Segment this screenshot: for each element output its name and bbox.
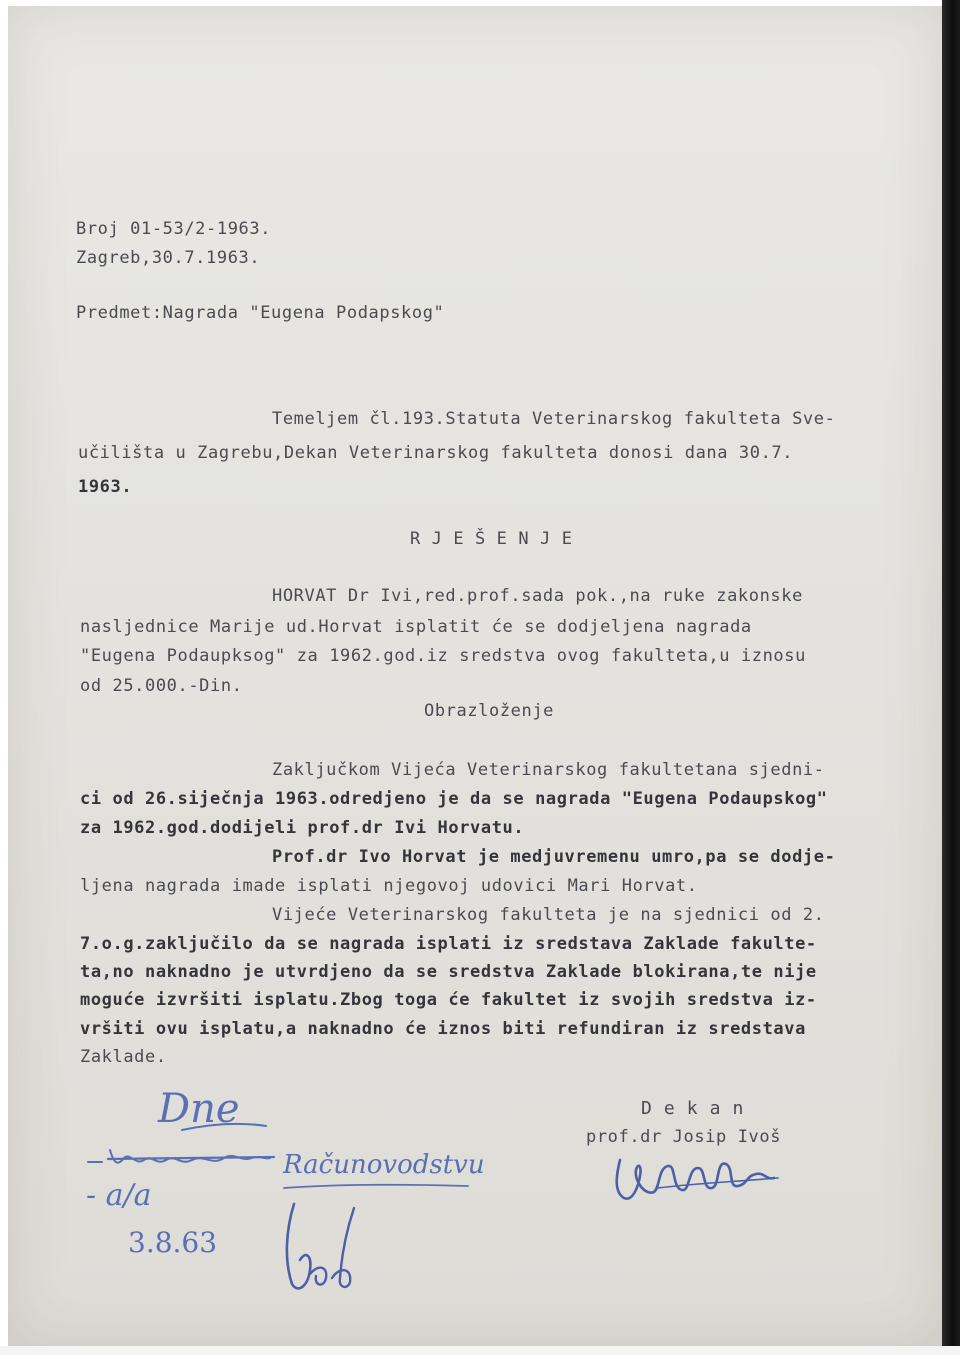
second-signature: [270, 1190, 380, 1300]
subject-line: Predmet:Nagrada "Eugena Podapskog": [76, 303, 445, 323]
explanation-line-3: za 1962.god.dodijeli prof.dr Ivi Horvatu.: [80, 818, 525, 838]
dean-signature: [598, 1148, 798, 1218]
dean-role: D e k a n: [641, 1098, 744, 1119]
dean-name: prof.dr Josip Ivoš: [586, 1127, 782, 1147]
intro-line-3: 1963.: [78, 477, 133, 497]
explanation-line-9: moguće izvršiti isplatu.Zbog toga će fakultet iz svojih sredstva iz-: [80, 990, 817, 1010]
explanation-title: Obrazloženje: [424, 701, 555, 721]
scan-bottom-edge: [0, 1346, 960, 1355]
explanation-line-8: ta,no naknadno je utvrdjeno da se sredstva Zaklade blokirana,te nije: [80, 962, 817, 982]
intro-line-1: Temeljem čl.193.Statuta Veterinarskog fakulteta Sve-: [272, 409, 836, 429]
explanation-line-1: Zaključkom Vijeća Veterinarskog fakultetana sjedni-: [272, 760, 825, 780]
explanation-line-6: Vijeće Veterinarskog fakulteta je na sjednici od 2.: [272, 905, 825, 925]
scan-edge: [942, 0, 960, 1355]
decision-title: R J E Š E N J E: [410, 529, 573, 549]
decision-line-1: HORVAT Dr Ivi,red.prof.sada pok.,na ruke zakonske: [272, 586, 803, 606]
explanation-line-5: ljena nagrada imade isplati njegovoj udovici Mari Horvat.: [80, 876, 698, 896]
explanation-line-2: ci od 26.siječnja 1963.odredjeno je da se nagrada "Eugena Podaupskog": [80, 789, 828, 809]
struck-word: [84, 1140, 284, 1176]
dne-underline: [180, 1120, 270, 1134]
decision-line-2: nasljednice Marije ud.Horvat isplatit će se dodjeljena nagrada: [80, 617, 752, 637]
place-and-date: Zagreb,30.7.1963.: [76, 248, 261, 268]
decision-line-4: od 25.000.-Din.: [80, 676, 243, 696]
intro-line-2: učilišta u Zagrebu,Dekan Veterinarskog fakulteta donosi dana 30.7.: [78, 443, 794, 463]
explanation-line-10: vršiti ovu isplatu,a naknadno će iznos biti refundiran iz sredstava: [80, 1019, 806, 1039]
decision-line-3: "Eugena Podaupksog" za 1962.god.iz sredstva ovog fakulteta,u iznosu: [80, 646, 806, 666]
handwritten-accounting: Računovodstvu: [283, 1150, 485, 1180]
reference-number: Broj 01-53/2-1963.: [76, 219, 272, 239]
explanation-line-7: 7.o.g.zaključilo da se nagrada isplati iz sredstava Zaklade fakulte-: [80, 934, 817, 954]
handwritten-aa: - a/a: [86, 1178, 152, 1213]
handwritten-date: 3.8.63: [128, 1226, 218, 1259]
explanation-line-4: Prof.dr Ivo Horvat je medjuvremenu umro,pa se dodje-: [272, 847, 836, 867]
handwritten-dne: Dne: [158, 1086, 240, 1132]
explanation-line-11: Zaklade.: [80, 1047, 167, 1067]
